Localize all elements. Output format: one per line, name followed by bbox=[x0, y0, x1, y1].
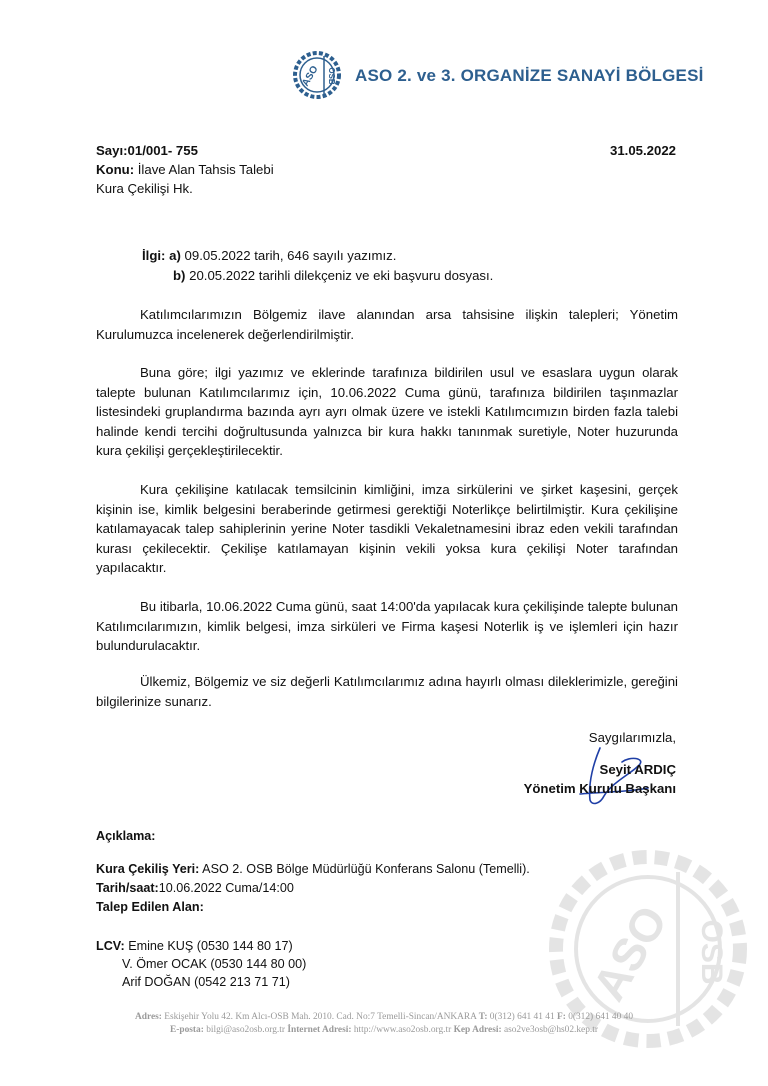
signer-title: Yönetim Kurulu Başkanı bbox=[523, 781, 676, 796]
lcv-block bbox=[96, 937, 306, 991]
lcv-contact-2: V. Ömer OCAK (0530 144 80 00) bbox=[122, 957, 307, 971]
footer-kep-value: aso2ve3osb@hs02.kep.tr bbox=[501, 1025, 598, 1035]
body-paragraph-3: Kura çekilişine katılacak temsilcinin kimliğini, imza sirkülerini ve şirket kaşesini, gerçek kişinin ise, kimlik belgesini beraberinde getirmesi gerektiği Noterlikçe belirtilmiştir. Kura çekilişine katılamayacak talep sahiplerinin yerine Noter tasdikli Vekaletnamesini ibraz eden vekili tarafından kurası çekilecektir. Çekilişe katılamayan kişinin vekili yoksa kura çekilişi Noter tarafından yapılacaktır. bbox=[96, 482, 678, 575]
draw-location-value: ASO 2. OSB Bölge Müdürlüğü Konferans Salonu (Temelli). bbox=[199, 862, 530, 876]
reference-block bbox=[96, 141, 274, 198]
ilgi-label: İlgi: bbox=[142, 248, 166, 263]
notes-heading: Açıklama: bbox=[96, 829, 156, 843]
lcv-contact-3: Arif DOĞAN (0542 213 71 71) bbox=[122, 975, 290, 989]
lcv-label: LCV: bbox=[96, 939, 125, 953]
ilgi-a-text: 09.05.2022 tarih, 646 sayılı yazımız. bbox=[184, 248, 397, 263]
ilgi-a bbox=[142, 246, 493, 266]
organization-title: ASO 2. ve 3. ORGANİZE SANAYİ BÖLGESİ bbox=[355, 66, 704, 85]
footer-phone-label: T: bbox=[478, 1012, 488, 1022]
konu-label: Konu: bbox=[96, 162, 135, 177]
footer-email-value: bilgi@aso2osb.org.tr bbox=[203, 1025, 288, 1035]
footer-address-label: Adres: bbox=[134, 1012, 162, 1022]
footer-contact-line bbox=[0, 1025, 768, 1035]
footer-phone-value: 0(312) 641 41 41 bbox=[487, 1012, 557, 1022]
aso-osb-logo bbox=[290, 46, 344, 104]
body-paragraph-5: Ülkemiz, Bölgemiz ve siz değerli Katılımcılarımız adına hayırlı olması dileklerimizle, gereğini bilgilerinize sunarız. bbox=[96, 674, 678, 709]
sayi-line bbox=[96, 141, 274, 160]
draw-datetime-label: Tarih/saat: bbox=[96, 881, 159, 895]
lcv-contact-1 bbox=[96, 937, 306, 955]
sayi-value: 01/001- 755 bbox=[127, 143, 198, 158]
svg-text:ASO: ASO bbox=[300, 64, 321, 89]
svg-text:ASO: ASO bbox=[582, 896, 678, 1010]
body-paragraph-1: Katılımcılarımızın Bölgemiz ilave alanından arsa tahsisine ilişkin talepleri; Yönetim Kurulumuzca incelenerek değerlendirilmiştir. bbox=[96, 307, 678, 342]
draw-datetime-value: 10.06.2022 Cuma/14:00 bbox=[158, 881, 294, 895]
ilgi-b-text: 20.05.2022 tarihli dilekçeniz ve eki başvuru dosyası. bbox=[189, 268, 494, 283]
signer-name: Seyit ARDIÇ bbox=[599, 762, 676, 777]
lcv-contact-text: Emine KUŞ (0530 144 80 17) bbox=[128, 939, 293, 953]
footer-kep-label: Kep Adresi: bbox=[453, 1025, 502, 1035]
letter-date: 31.05.2022 bbox=[609, 143, 676, 158]
footer-address-line bbox=[0, 1012, 768, 1022]
draw-location-label: Kura Çekiliş Yeri: bbox=[96, 862, 200, 876]
ilgi-a-label: a) bbox=[169, 248, 181, 263]
ilgi-b-label: b) bbox=[173, 268, 186, 283]
footer-web-value: http://www.aso2osb.org.tr bbox=[351, 1025, 454, 1035]
konu-line-2: Kura Çekilişi Hk. bbox=[96, 181, 193, 196]
ilgi-b bbox=[142, 266, 493, 286]
draw-datetime-line bbox=[96, 881, 294, 895]
sayi-label: Sayı: bbox=[96, 143, 128, 158]
closing-phrase: Saygılarımızla, bbox=[588, 730, 676, 745]
body-paragraph-4: Bu itibarla, 10.06.2022 Cuma günü, saat 14:00'da yapılacak kura çekilişinde talepte bulunan Katılımcılarımızın, kimlik belgesi, imza sirküleri ve Firma kaşesi Noterlik iş ve işlemleri için hazır bulundurulacaktır. bbox=[96, 599, 678, 653]
konu-line bbox=[96, 160, 274, 179]
ilgi-block bbox=[142, 246, 493, 286]
body-paragraph-2: Buna göre; ilgi yazımız ve eklerinde tarafınıza bildirilen usul ve esaslara uygun olarak talepte bulunan Katılımcılarımız için, 10.06.2022 Cuma günü, tarafınıza bildirilen taşınmazlar listesindeki gruplandırma bazında ayrı ayrı olmak üzere ve istekli Katılımcımızın birden fazla talebi halinde kendi tercihi doğrultusunda yalnızca bir kura hakkı tanınmak suretiyle, Noter huzurunda kura çekilişi gerçekleştirilecektir. bbox=[96, 365, 678, 458]
handwritten-signature bbox=[560, 742, 650, 812]
svg-text:OSB: OSB bbox=[327, 67, 336, 85]
footer-address-value: Eskişehir Yolu 42. Km Alcı-OSB Mah. 2010. Cad. No:7 Temelli-Sincan/ANKARA bbox=[161, 1012, 479, 1022]
konu-value: İlave Alan Tahsis Talebi bbox=[137, 162, 274, 177]
requested-area-label: Talep Edilen Alan: bbox=[96, 900, 204, 914]
aso-osb-watermark-logo bbox=[548, 842, 748, 1056]
draw-location-line bbox=[96, 862, 530, 876]
svg-text:OSB: OSB bbox=[695, 919, 728, 985]
footer-fax-value: 0(312) 641 40 40 bbox=[565, 1012, 634, 1022]
footer-fax-label: F: bbox=[556, 1012, 566, 1022]
footer-email-label: E-posta: bbox=[170, 1025, 204, 1035]
footer-web-label: İnternet Adresi: bbox=[287, 1025, 352, 1035]
